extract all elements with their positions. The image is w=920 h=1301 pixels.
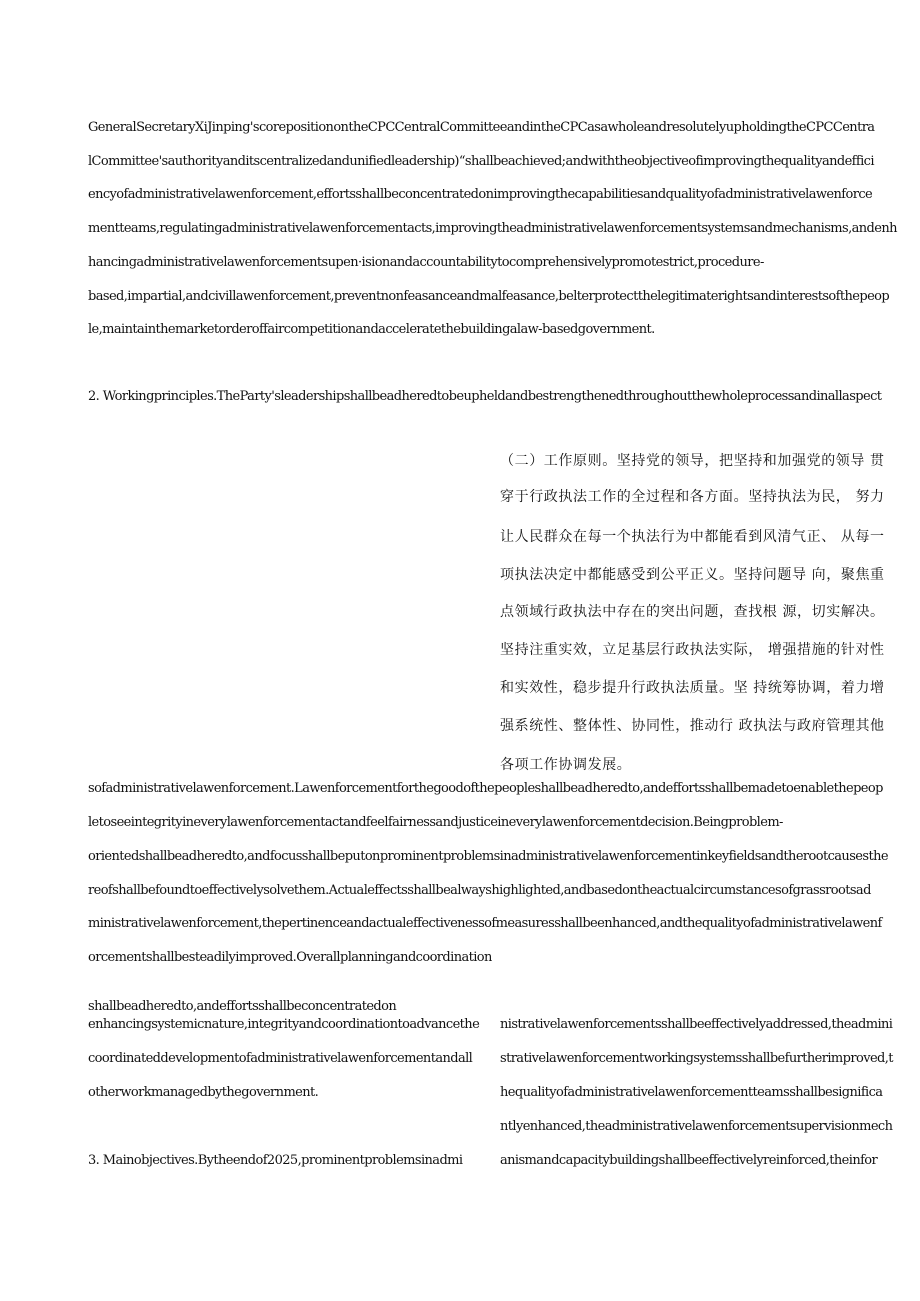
chinese-line: 穿于行政执法工作的全过程和各方面。坚持执法为民， 努力	[500, 489, 885, 505]
text-line: hequalityofadministrativelawenforcementteamsshallbesignifica	[500, 1085, 883, 1100]
text-line: enhancingsystemicnature,integrityandcoordinationtoadvancethe	[88, 1017, 480, 1032]
text-line: GeneralSecretaryXiJinping'scorepositionontheCPCCentralCommitteeandintheCPCasawholeandresolutelyupholdingtheCPCCentra	[88, 120, 875, 135]
chinese-line: 项执法决定中都能感受到公平正义。坚持问题导 向，聚焦重	[500, 567, 885, 583]
text-line: strativelawenforcementworkingsystemsshallbefurtherimproved,t	[500, 1051, 893, 1066]
text-line: otherworkmanagedbythegovernment.	[88, 1085, 319, 1100]
text-line: coordinateddevelopmentofadministrativelawenforcementandall	[88, 1051, 473, 1066]
chinese-line: 强系统性、整体性、协同性，推动行 政执法与政府管理其他	[500, 718, 885, 734]
chinese-line: 各项工作协调发展。	[500, 757, 632, 773]
text-line: le,maintainthemarketorderoffaircompetitionandacceleratethebuildingalaw-basedgovernment.	[88, 322, 655, 337]
chinese-line: 点领域行政执法中存在的突出问题，查找根 源，切实解决。	[500, 604, 885, 620]
text-line: anismandcapacitybuildingshallbeeffectivelyreinforced,theinfor	[500, 1153, 878, 1168]
working-principles-heading: 2. Workingprinciples.TheParty'sleadershipshallbeadheredtobeupheldandbestrengthenedthroughoutthewholeprocessandinallaspect	[88, 389, 882, 404]
text-line: orcementshallbesteadilyimproved.Overallplanningandcoordination	[88, 950, 492, 965]
chinese-line: （二）工作原则。坚持党的领导，把坚持和加强党的领导 贯	[500, 453, 885, 469]
text-line: letoseeintegrityineverylawenforcementactandfeelfairnessandjusticeineverylawenforcementdecision.Beingproblem-	[88, 815, 783, 830]
text-line: reofshallbefoundtoeffectivelysolvethem.Actualeffectsshallbealwayshighlighted,andbasedontheactualcircumstancesofgrassrootsad	[88, 883, 871, 898]
text-line: based,impartial,andcivillawenforcement,preventnonfeasanceandmalfeasance,belterprotectthelegitimaterightsandinterestsofthepeop	[88, 289, 890, 304]
chinese-line: 和实效性，稳步提升行政执法质量。坚 持统筹协调，着力增	[500, 680, 885, 696]
main-objectives-heading: 3. Mainobjectives.Bytheendof2025,prominentproblemsinadmi	[88, 1153, 463, 1168]
text-line: encyofadministrativelawenforcement,effortsshallbeconcentratedonimprovingthecapabilitiesandqualityofadministrativelawenforce	[88, 187, 873, 202]
chinese-line: 坚持注重实效，立足基层行政执法实际， 增强措施的针对性	[500, 642, 885, 658]
text-line: ntlyenhanced,theadministrativelawenforcementsupervisionmech	[500, 1119, 893, 1134]
text-line: shallbeadheredto,andeffortsshallbeconcentratedon	[88, 999, 397, 1014]
text-line: lCommittee'sauthorityanditscentralizedandunifiedleadership)“shallbeachieved;andwiththeobjectiveofimprovingthequalityandeffici	[88, 154, 874, 169]
chinese-line: 让人民群众在每一个执法行为中都能看到风清气正、 从每一	[500, 529, 885, 545]
text-line: hancingadministrativelawenforcementsupen·isionandaccountabilitytocomprehensivelypromotestrict,procedure-	[88, 255, 764, 270]
text-line: ministrativelawenforcement,thepertinenceandactualeffectivenessofmeasuresshallbeenhanced,andthequalityofadministrativelawenf	[88, 916, 882, 931]
text-line: mentteams,regulatingadministrativelawenforcementacts,improvingtheadministrativelawenforcementsystemsandmechanisms,andenh	[88, 221, 897, 236]
text-line: nistrativelawenforcementsshallbeeffectivelyaddressed,theadmini	[500, 1017, 893, 1032]
text-line: sofadministrativelawenforcement.Lawenforcementforthegoodofthepeopleshallbeadheredto,andeffortsshallbemadetoenablethepeop	[88, 781, 883, 796]
text-line: orientedshallbeadheredto,andfocusshallbeputonprominentproblemsinadministrativelawenforcementinkeyfieldsandtherootcausesthe	[88, 849, 888, 864]
